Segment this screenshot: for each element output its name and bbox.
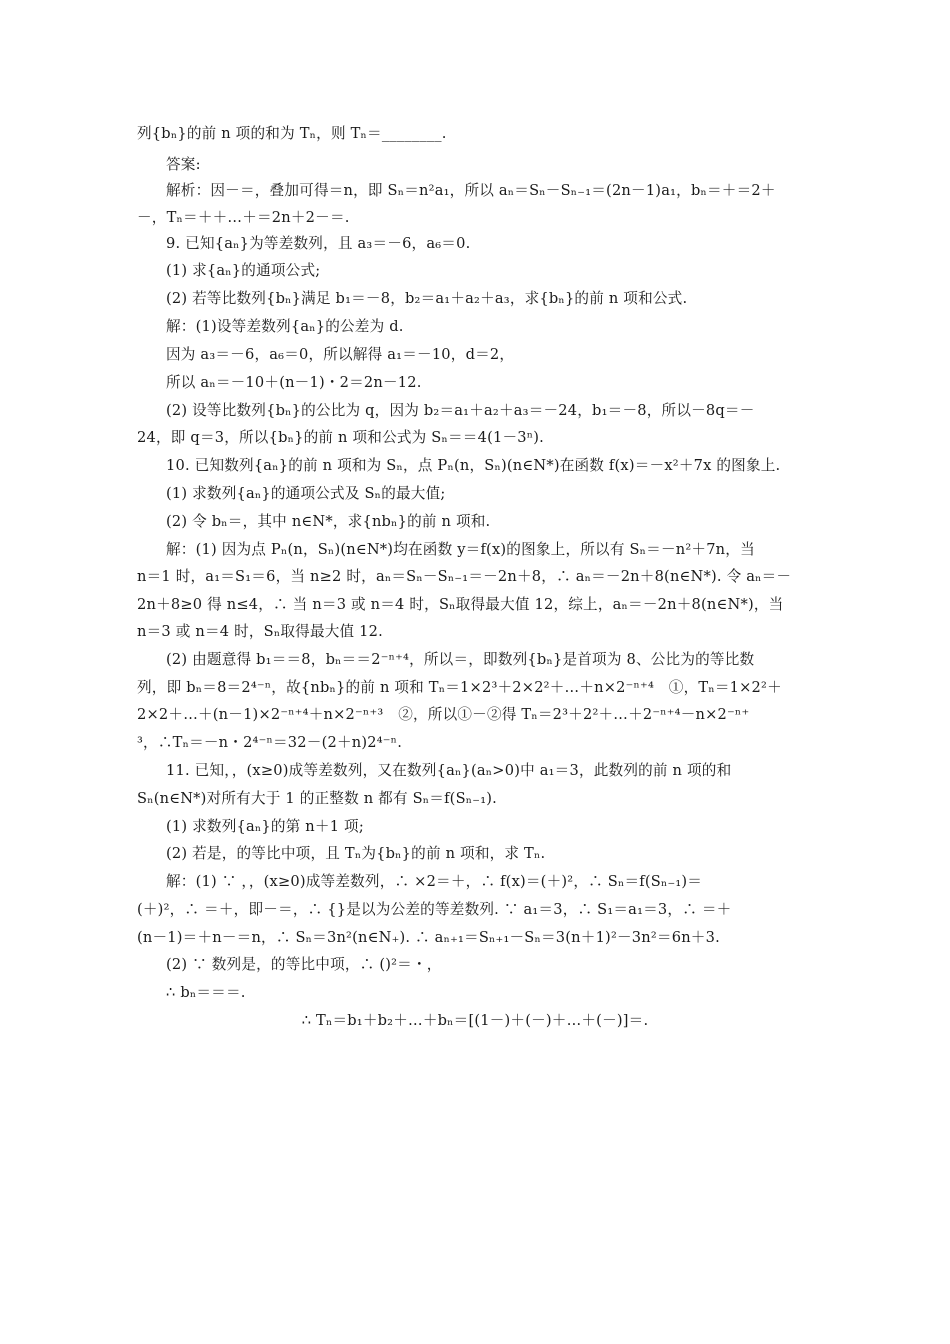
text-line: (2) 由题意得 b₁＝＝8，bₙ＝＝2⁻ⁿ⁺⁴，所以＝，即数列{bₙ}是首项为 8、公比为的等比数 xyxy=(166,651,755,668)
text-line: (1) 求数列{aₙ}的第 n＋1 项; xyxy=(166,818,364,835)
text-line: 2×2＋…＋(n－1)×2⁻ⁿ⁺⁴＋n×2⁻ⁿ⁺³ ②，所以①－②得 Tₙ＝2³＋2²＋…＋2⁻ⁿ⁺⁴－n×2⁻ⁿ⁺ xyxy=(137,706,750,723)
text-line: 解：(1) ∵ ，，(x≥0)成等差数列，∴ ×2＝＋，∴ f(x)＝(＋)²，∴ Sₙ＝f(Sₙ₋₁)＝ xyxy=(166,873,703,890)
text-line: ∴ bₙ＝＝＝. xyxy=(166,984,246,1001)
text-line: (1) 求数列{aₙ}的通项公式及 Sₙ的最大值; xyxy=(166,485,446,502)
text-line: (1) 求{aₙ}的通项公式; xyxy=(166,262,321,279)
text-line: (＋)²，∴ ＝＋，即－＝，∴ {}是以为公差的等差数列. ∵ a₁＝3，∴ S₁＝a₁＝3，∴ ＝＋ xyxy=(137,901,732,918)
problem-10-title: 10. 已知数列{aₙ}的前 n 项和为 Sₙ，点 Pₙ(n，Sₙ)(n∈N*)在函数 f(x)＝－x²＋7x 的图象上. xyxy=(166,457,781,474)
text-line: －，Tₙ＝＋＋…＋＝2n＋2－＝. xyxy=(137,209,350,226)
text-line: 2n＋8≥0 得 n≤4，∴ 当 n＝3 或 n＝4 时，Sₙ取得最大值 12，综上，aₙ＝－2n＋8(n∈N*)，当 xyxy=(137,596,784,613)
text-line: 列，即 bₙ＝8＝2⁴⁻ⁿ，故{nbₙ}的前 n 项和 Tₙ＝1×2³＋2×2²＋…＋n×2⁻ⁿ⁺⁴ ①，Tₙ＝1×2²＋ xyxy=(137,679,782,696)
text-line: 24，即 q＝3，所以{bₙ}的前 n 项和公式为 Sₙ＝＝4(1－3ⁿ). xyxy=(137,429,544,446)
problem-9-title: 9. 已知{aₙ}为等差数列，且 a₃＝－6，a₆＝0. xyxy=(166,235,471,252)
text-line: 解：(1) 因为点 Pₙ(n，Sₙ)(n∈N*)均在函数 y＝f(x)的图象上，所以有 Sₙ＝－n²＋7n，当 xyxy=(166,541,755,558)
text-line: 所以 aₙ＝－10＋(n－1)・2＝2n－12. xyxy=(166,374,422,391)
text-line: (n－1)＝＋n－＝n，∴ Sₙ＝3n²(n∈N₊). ∴ aₙ₊₁＝Sₙ₊₁－Sₙ＝3(n＋1)²－3n²＝6n＋3. xyxy=(137,929,720,946)
text-line: (2) 设等比数列{bₙ}的公比为 q，因为 b₂＝a₁＋a₂＋a₃＝－24，b₁＝－8，所以－8q＝－ xyxy=(166,402,755,419)
text-line: (2) 令 bₙ＝，其中 n∈N*，求{nbₙ}的前 n 项和. xyxy=(166,513,491,530)
text-line: 因为 a₃＝－6，a₆＝0，所以解得 a₁＝－10，d＝2， xyxy=(166,346,515,363)
text-line: 列{bₙ}的前 n 项的和为 Tₙ，则 Tₙ＝________. xyxy=(137,125,447,142)
text-line: Sₙ(n∈N*)对所有大于 1 的正整数 n 都有 Sₙ＝f(Sₙ₋₁). xyxy=(137,790,497,807)
text-line: ³，∴Tₙ＝－n・2⁴⁻ⁿ＝32－(2＋n)2⁴⁻ⁿ. xyxy=(137,734,403,751)
text-line: 解：(1)设等差数列{aₙ}的公差为 d. xyxy=(166,318,404,335)
text-line: n＝3 或 n＝4 时，Sₙ取得最大值 12. xyxy=(137,623,383,640)
answer-label: 答案: xyxy=(166,156,201,173)
text-line: n＝1 时，a₁＝S₁＝6，当 n≥2 时，aₙ＝Sₙ－Sₙ₋₁＝－2n＋8，∴ aₙ＝－2n＋8(n∈N*). 令 aₙ＝－ xyxy=(137,568,792,585)
problem-11-title: 11. 已知，，(x≥0)成等差数列，又在数列{aₙ}(aₙ>0)中 a₁＝3，此数列的前 n 项的和 xyxy=(166,762,732,779)
text-line: (2) 若是，的等比中项，且 Tₙ为{bₙ}的前 n 项和，求 Tₙ. xyxy=(166,845,546,862)
final-formula: ∴ Tₙ＝b₁＋b₂＋…＋bₙ＝[(1－)＋(－)＋…＋(－)]＝. xyxy=(301,1012,649,1029)
text-line: (2) 若等比数列{bₙ}满足 b₁＝－8，b₂＝a₁＋a₂＋a₃，求{bₙ}的前 n 项和公式. xyxy=(166,290,688,307)
text-line: (2) ∵ 数列是，的等比中项，∴ ()²＝・， xyxy=(166,956,442,973)
text-line: 解析：因－＝，叠加可得＝n，即 Sₙ＝n²a₁，所以 aₙ＝Sₙ－Sₙ₋₁＝(2n－1)a₁，bₙ＝＋＝2＋ xyxy=(166,182,776,199)
